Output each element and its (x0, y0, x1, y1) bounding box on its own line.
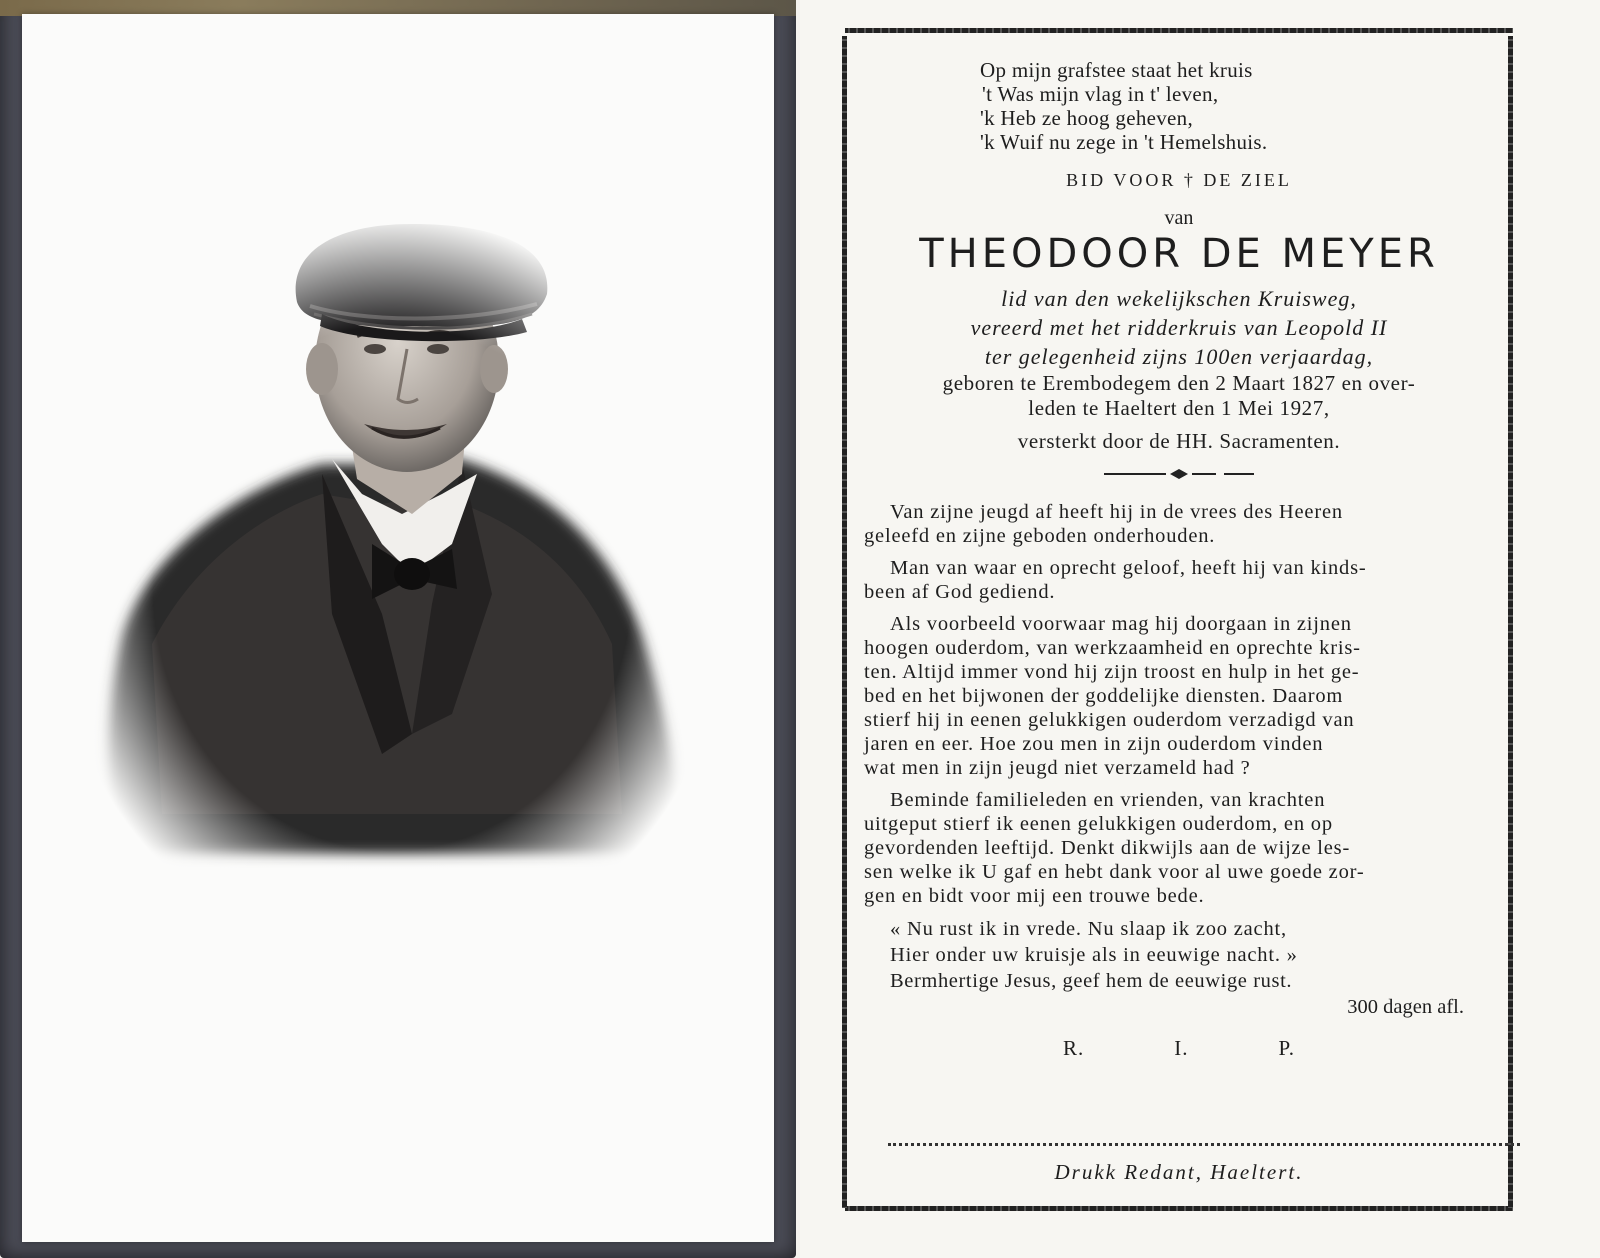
text-line: bed en het bijwonen der goddelijke diensten. Daarom (864, 685, 1344, 707)
text-line: ten. Altijd immer vond hij zijn troost en hulp in het ge- (864, 661, 1360, 683)
text-line: Van zijne jeugd af heeft hij in de vrees des Heeren (890, 501, 1343, 523)
photo-card (0, 0, 796, 1258)
van-label: van (1164, 207, 1194, 229)
birth-line: geboren te Erembodegem den 2 Maart 1827 en over- (942, 371, 1416, 395)
honours (864, 284, 1494, 371)
closing-prayer: Bermhertige Jesus, geef hem de eeuwige rust. (890, 970, 1293, 992)
photo-paper (22, 14, 774, 1242)
death-line: leden te Haeltert den 1 Mei 1927, (1028, 396, 1330, 420)
frame-top (845, 28, 1513, 33)
honour-line: ter gelegenheid zijns 100en verjaardag, (984, 344, 1374, 369)
rip-letter: I. (1174, 1036, 1189, 1060)
text-line: gevordenden leeftijd. Denkt dikwijls aan de wijze les- (864, 837, 1351, 859)
poem-line: Op mijn grafstee staat het kruis (980, 58, 1253, 82)
honour-line: vereerd met het ridderkruis van Leopold II (970, 315, 1388, 340)
rip-line (864, 1036, 1494, 1060)
paragraph (864, 788, 1494, 908)
portrait-photo (82, 214, 702, 894)
quote-line: Hier onder uw kruisje als in eeuwige nacht. » (890, 944, 1298, 966)
text-line: been af God gediend. (864, 581, 1056, 603)
poem (980, 58, 1494, 154)
text-line: gen en bidt voor mij een trouwe bede. (864, 885, 1205, 907)
frame-left (842, 36, 847, 1208)
paragraph (864, 556, 1494, 604)
quote-line: « Nu rust ik in vrede. Nu slaap ik zoo zacht, (890, 918, 1287, 940)
text-line: jaren en eer. Hoe zou men in zijn ouderdom vinden (864, 733, 1324, 755)
poem-line: 'k Heb ze hoog geheven, (980, 106, 1194, 130)
text-line: wat men in zijn jeugd niet verzameld had ? (864, 757, 1251, 779)
rip-letter: R. (1062, 1036, 1085, 1060)
memorial-text (864, 58, 1494, 1060)
dotted-divider (888, 1143, 1520, 1146)
rip-letter: P. (1278, 1036, 1296, 1060)
indulgence-note: 300 dagen afl. (1347, 996, 1464, 1018)
honour-line: lid van den wekelijkschen Kruisweg, (1001, 286, 1357, 311)
frame-bottom (845, 1206, 1513, 1211)
poem-line: 'k Wuif nu zege in 't Hemelshuis. (980, 130, 1268, 154)
prayer-heading: BID VOOR † DE ZIEL (1066, 170, 1292, 190)
text-line: Man van waar en oprecht geloof, heeft hij van kinds- (890, 557, 1367, 579)
poem-line: 't Was mijn vlag in t' leven, (982, 82, 1219, 106)
ornament-divider (1104, 468, 1254, 480)
text-line: stierf hij in eenen gelukkigen ouderdom verzadigd van (864, 709, 1355, 731)
sacraments-line: versterkt door de HH. Sacramenten. (1017, 429, 1341, 453)
text-line: sen welke ik U gaf en hebt dank voor al uwe goede zor- (864, 861, 1365, 883)
life-dates (864, 371, 1494, 454)
closing-quote (864, 916, 1494, 968)
text-line: Beminde familieleden en vrienden, van krachten (890, 789, 1326, 811)
text-line: uitgeput stierf ik eenen gelukkigen ouderdom, en op (864, 813, 1333, 835)
paragraph (864, 500, 1494, 548)
deceased-name: THEODOOR DE MEYER (919, 231, 1439, 277)
text-line: Als voorbeeld voorwaar mag hij doorgaan in zijnen (890, 613, 1352, 635)
paragraph (864, 612, 1494, 780)
text-line: geleefd en zijne geboden onderhouden. (864, 525, 1216, 547)
frame-right (1508, 36, 1513, 1208)
text-line: hoogen ouderdom, van werkzaamheid en oprechte kris- (864, 637, 1361, 659)
printer-imprint: Drukk Redant, Haeltert. (1054, 1160, 1304, 1184)
